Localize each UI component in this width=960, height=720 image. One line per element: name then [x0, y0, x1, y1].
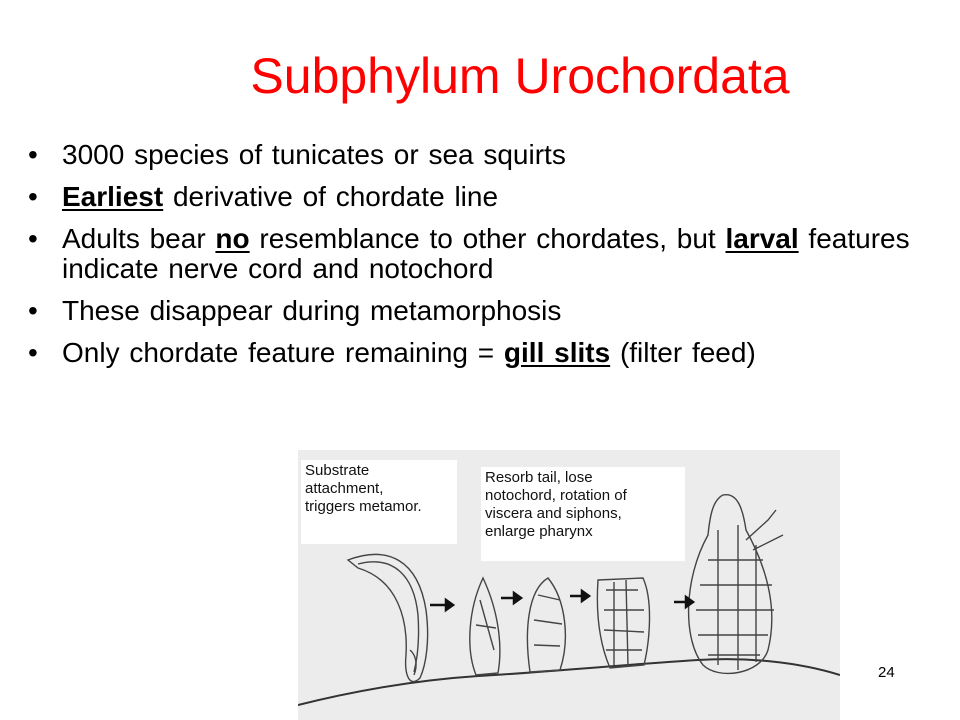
bullet-item [28, 224, 928, 284]
bullet-item [28, 182, 928, 212]
stage-three-icon [527, 578, 565, 672]
bullet-icon: • [28, 337, 38, 368]
callout-line: Resorb tail, lose [485, 469, 593, 486]
callout-line: enlarge pharynx [485, 523, 593, 540]
bullet-item [28, 338, 928, 368]
emphasis-earliest: Earliest [62, 181, 164, 212]
callout-substrate [301, 460, 457, 544]
emphasis-gill-slits: gill slits [503, 337, 611, 368]
callout-resorb [481, 467, 685, 561]
substrate-line [298, 659, 840, 705]
bullet-text: These disappear during metamorphosis [62, 295, 562, 326]
adult-tunicate-icon [689, 495, 783, 674]
emphasis-larval: larval [725, 223, 799, 254]
slide-title: Subphylum Urochordata [250, 48, 790, 104]
stage-four-icon [597, 578, 649, 668]
stage-two-icon [470, 578, 500, 675]
callout-line: triggers metamor. [305, 498, 422, 515]
emphasis-no: no [215, 223, 250, 254]
metamorphosis-figure [298, 450, 840, 720]
page-number: 24 [878, 664, 895, 681]
bullet-item [28, 296, 928, 326]
bullet-text: Adults bear [62, 223, 216, 254]
bullet-list [28, 140, 928, 380]
bullet-icon: • [28, 181, 38, 212]
bullet-text: Only chordate feature remaining = [62, 337, 504, 368]
bullet-icon: • [28, 139, 38, 170]
bullet-text: derivative of chordate line [163, 181, 499, 212]
bullet-icon: • [28, 223, 38, 254]
bullet-text: 3000 species of tunicates or sea squirts [62, 139, 566, 170]
callout-line: notochord, rotation of [485, 487, 627, 504]
bullet-text: resemblance to other chordates, but [249, 223, 726, 254]
callout-line: viscera and siphons, [485, 505, 622, 522]
bullet-item [28, 140, 928, 170]
callout-line: attachment, [305, 480, 384, 497]
callout-line: Substrate [305, 462, 370, 479]
larva-icon [348, 554, 428, 681]
bullet-text: (filter feed) [610, 337, 756, 368]
bullet-icon: • [28, 295, 38, 326]
bullet-text: features indicate nerve cord and notochord [62, 223, 910, 284]
